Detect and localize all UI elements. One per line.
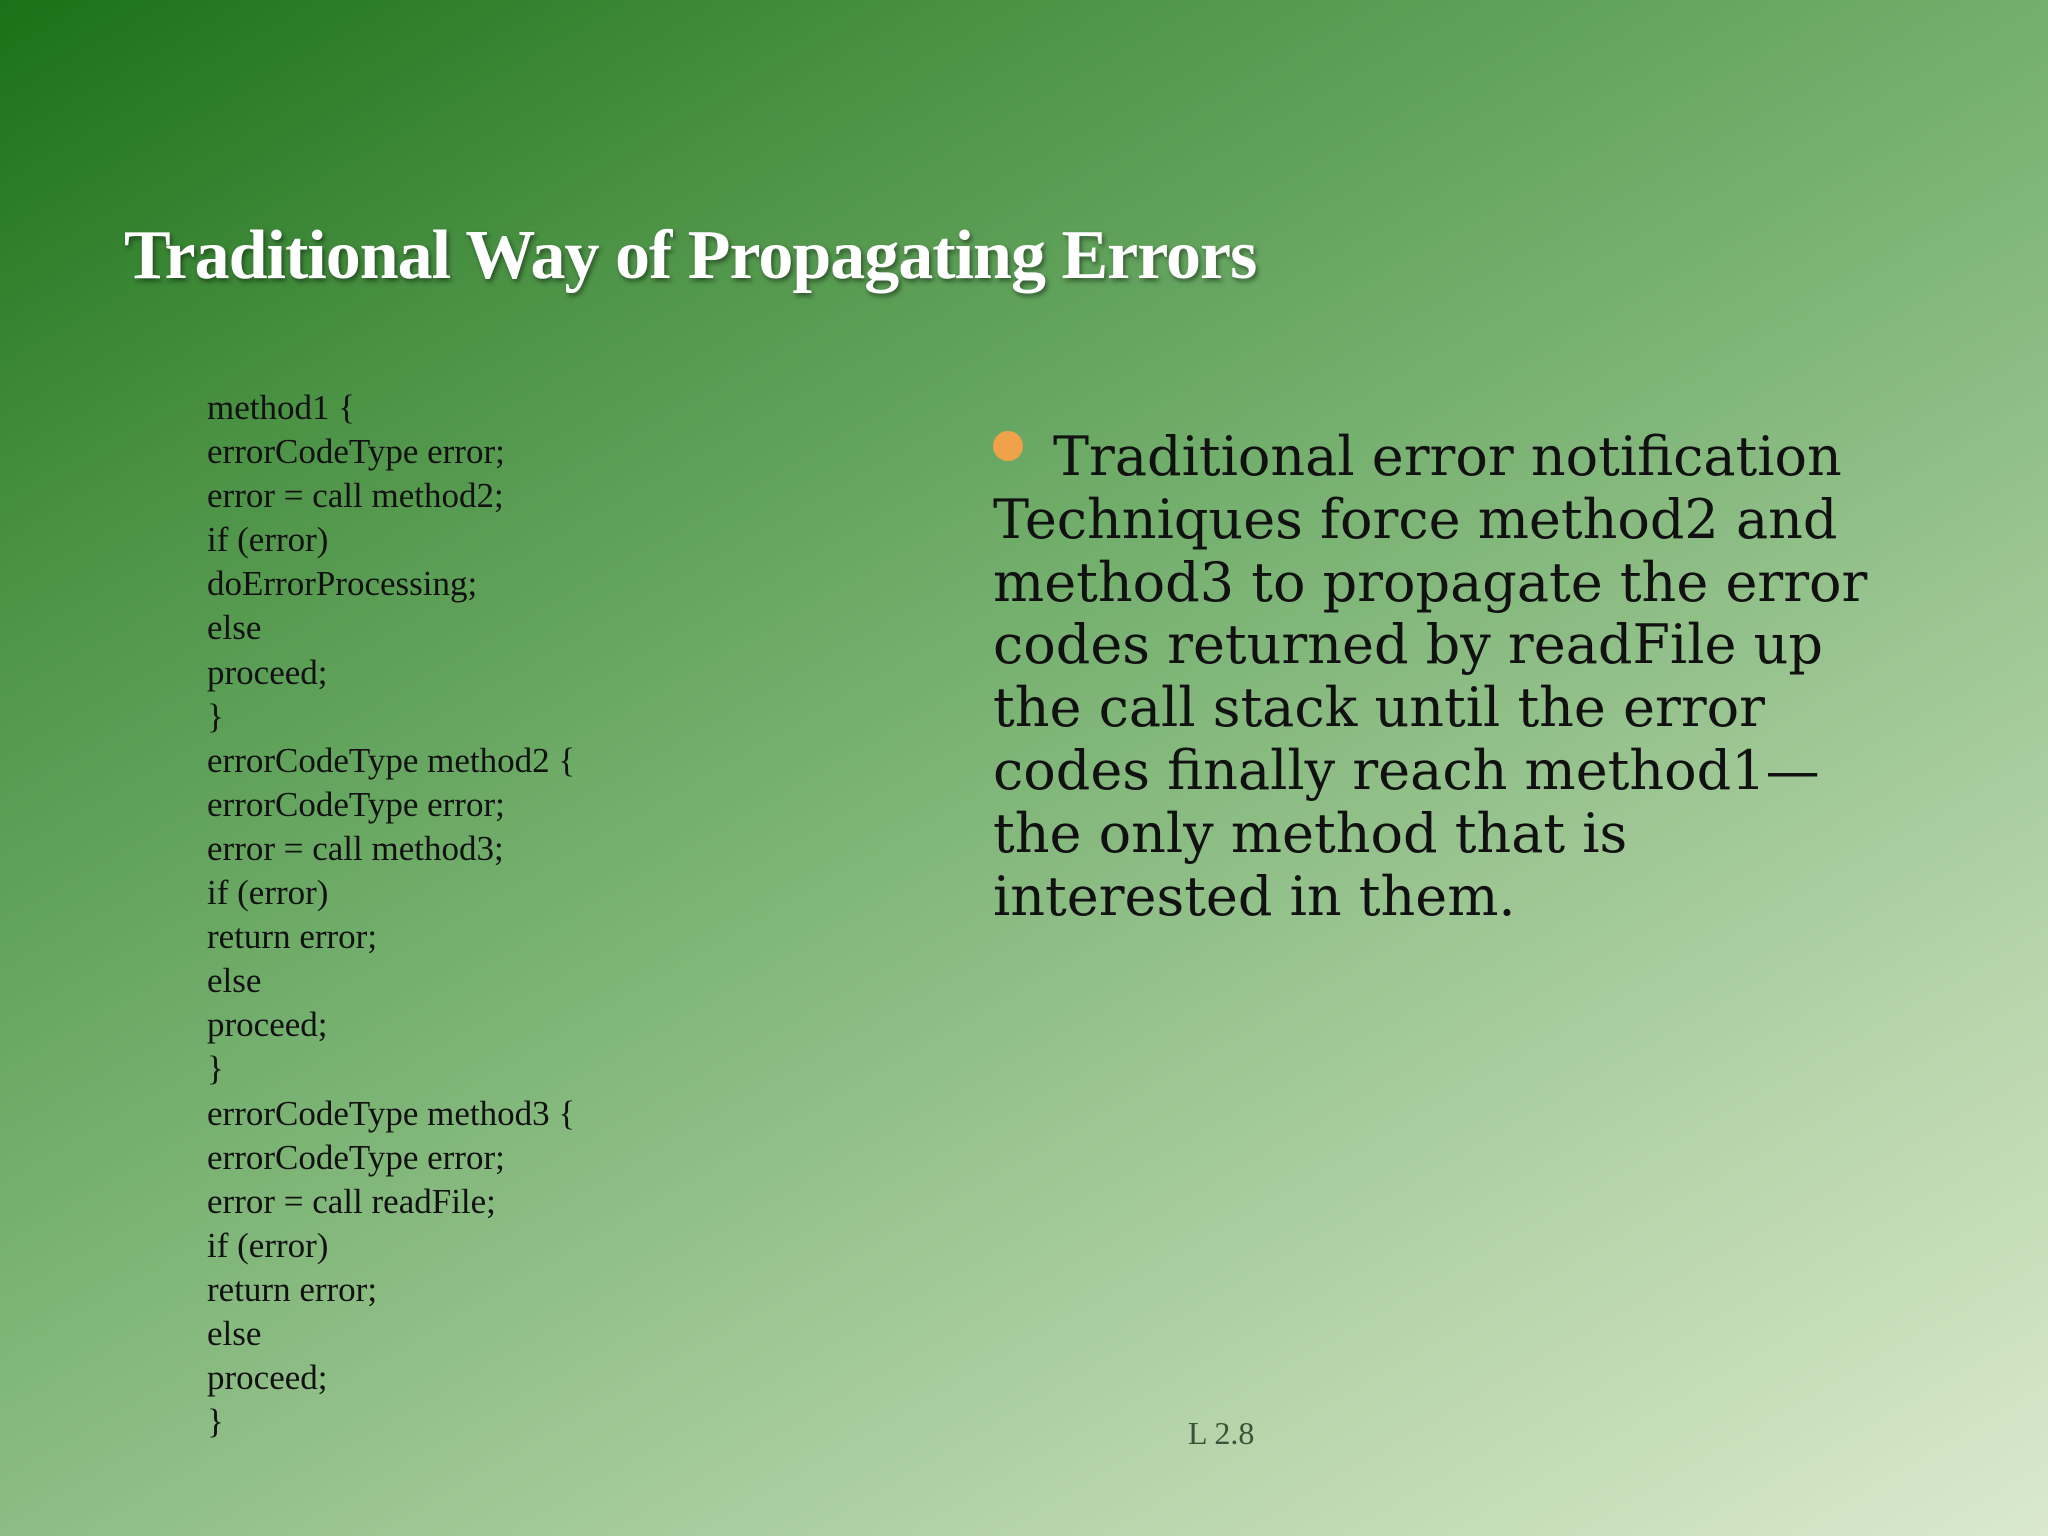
code-line: errorCodeType error; xyxy=(207,432,505,472)
code-line: errorCodeType method2 { xyxy=(207,740,576,780)
code-line: proceed; xyxy=(207,1358,328,1398)
code-line: doErrorProcessing; xyxy=(207,564,478,604)
code-line: return error; xyxy=(207,917,378,957)
bullet-dot-icon xyxy=(993,431,1023,461)
code-line: errorCodeType method3 { xyxy=(207,1093,576,1133)
code-line: proceed; xyxy=(207,1005,328,1045)
code-line: method1 { xyxy=(207,388,356,427)
code-line: if (error) xyxy=(207,1225,329,1265)
code-line: else xyxy=(207,961,262,1001)
code-line: error = call readFile; xyxy=(207,1181,496,1221)
code-line: } xyxy=(207,1402,224,1442)
code-line: if (error) xyxy=(207,520,329,560)
slide-number: L 2.8 xyxy=(1188,1415,1255,1451)
code-line: if (error) xyxy=(207,873,329,913)
code-line: proceed; xyxy=(207,652,328,692)
code-line: errorCodeType error; xyxy=(207,784,505,824)
code-line: return error; xyxy=(207,1269,378,1309)
code-line: error = call method3; xyxy=(207,828,504,868)
code-line: } xyxy=(207,1049,224,1089)
code-line: } xyxy=(207,696,224,736)
code-line: error = call method2; xyxy=(207,476,504,516)
code-line: else xyxy=(207,608,262,648)
code-line: errorCodeType error; xyxy=(207,1137,505,1177)
code-line: else xyxy=(207,1313,262,1353)
bullet-text: Traditional error notification Techniques force method2 and method3 to propagate the error codes returned by readFile up the call stack until the error codes finally reach method1—the only method that is interested in them. xyxy=(993,425,1868,928)
code-block xyxy=(207,386,575,1444)
bullet-point xyxy=(993,426,1893,928)
slide-title: Traditional Way of Propagating Errors xyxy=(124,217,1257,294)
